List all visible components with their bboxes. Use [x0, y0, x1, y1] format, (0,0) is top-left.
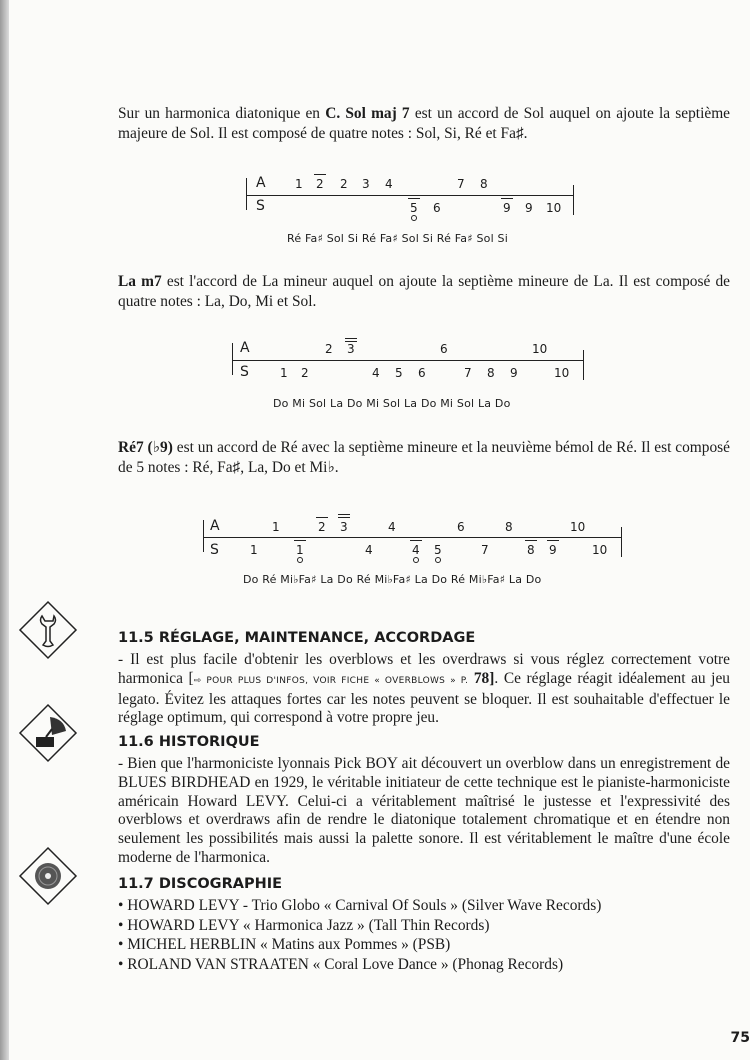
page-number: 75 [730, 1030, 750, 1046]
discography-list [118, 896, 601, 974]
section-title-discographie: 11.7 DISCOGRAPHIE [118, 876, 283, 892]
intro-paragraph-2: La m7 est l'accord de La mineur auquel on ajoute la septième mineure de La. Il est composé de quatre notes : La, Do, Mi et Sol. [118, 273, 730, 310]
page-spine-shadow [0, 0, 9, 1060]
list-item: • ROLAND VAN STRAATEN « Coral Love Dance » (Phonag Records) [118, 955, 564, 973]
list-item: • HOWARD LEVY « Harmonica Jazz » (Tall Thin Records) [118, 916, 490, 934]
section-title-historique: 11.6 HISTORIQUE [118, 734, 260, 750]
section-title-reglage: 11.5 RÉGLAGE, MAINTENANCE, ACCORDAGE [118, 630, 476, 646]
intro-paragraph-3: Ré7 (♭9) est un accord de Ré avec la septième mineure et la neuvième bémol de Ré. Il est composé de 5 notes : Ré, Fa♯, La, Do et Mi♭. [118, 439, 730, 476]
intro-paragraph-1: Sur un harmonica diatonique en C. Sol maj 7 est un accord de Sol auquel on ajoute la septième majeure de Sol. Il est composé de quatre notes : Sol, Si, Ré et Fa♯. [118, 105, 730, 142]
wrench-icon [18, 600, 78, 660]
list-item: • MICHEL HERBLIN « Matins aux Pommes » (PSB) [118, 936, 451, 953]
section-text-reglage: - Il est plus facile d'obtenir les overblows et les overdraws si vous réglez correctement votre harmonica [⇨ POUR PLUS D'INFOS, VOIR FICHE « OVERBLOWS » P. 78]. Ce réglage réagit idéalement au jeu legato. Évitez les attaques fortes car les notes peuvent se bloquer. Il est souhaitable d'effectuer le réglage optimum, qui correspond à votre propre jeu. [118, 651, 730, 727]
list-item: • HOWARD LEVY - Trio Globo « Carnival Of Souls » (Silver Wave Records) [118, 897, 602, 914]
gramophone-icon [18, 703, 78, 763]
disc-icon [18, 846, 78, 906]
section-text-historique: - Bien que l'harmoniciste lyonnais Pick BOY ait découvert un overblow dans un enregistrement de BLUES BIRDHEAD en 1929, le véritable initiateur de cette technique est le pianiste-harmoniciste américain Howard LEVY. Celui-ci a véritablement maîtrisé le justesse et l'expressivité des overblows et overdraws afin de rendre le diatonique totalement chromatique et en étendre non seulement les possibilités mais aussi la palette sonore. Il est véritablement le maître d'une école moderne de l'harmonica. [118, 755, 730, 866]
